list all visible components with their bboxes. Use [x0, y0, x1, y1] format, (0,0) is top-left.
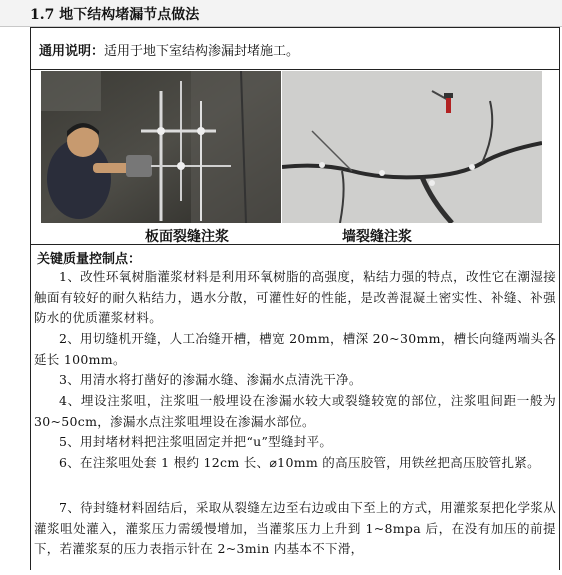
paragraph-6: 6、在注浆咀处套 1 根约 12cm 长、⌀10mm 的高压胶管，用铁丝把高压胶管扎紧。	[59, 455, 540, 470]
paragraph-2: 2、用切缝机开缝，人工冶缝开槽，槽宽 20mm，槽深 20~30mm，槽长向缝两端头各延长 100mm。	[34, 331, 556, 367]
photo-row	[31, 70, 559, 245]
slab-crack-injection-photo	[41, 71, 281, 223]
section-title: 1.7 地下结构堵漏节点做法	[30, 7, 200, 23]
general-note-label: 通用说明：	[39, 44, 105, 59]
general-note-row	[31, 28, 559, 70]
content-table	[30, 27, 560, 570]
general-note-text: 适用于地下室结构渗漏封堵施工。	[104, 44, 300, 59]
key-points-row	[31, 245, 559, 575]
slab-crack-caption: 板面裂缝注浆	[145, 229, 229, 245]
paragraph-7: 7、待封缝材料固结后，采取从裂缝左边至右边或由下至上的方式，用灌浆泵把化学浆从灌浆咀处灌入，灌浆压力需缓慢增加，当灌浆压力上升到 1~8mpa 后，在没有加压的前提下，若灌浆泵的压力表指示针在 2~3min 内基本不下滑，	[34, 500, 556, 556]
key-points-heading: 关键质量控制点：	[37, 252, 142, 267]
paragraph-1: 1、改性环氧树脂灌浆材料是利用环氧树脂的高强度，粘结力强的特点，改性它在潮湿接触面有较好的耐久粘结力，遇水分散，可灌性好的性能，是改善混凝土密实性、补缝、补强防水的优质灌浆材料。	[34, 269, 556, 325]
paragraph-3: 3、用清水将打凿好的渗漏水缝、渗漏水点清洗干净。	[59, 372, 362, 387]
wall-crack-injection-photo	[282, 71, 542, 223]
general-note	[39, 40, 299, 59]
paragraph-4: 4、埋设注浆咀，注浆咀一般埋设在渗漏水较大或裂缝较宽的部位，注浆咀间距一般为 30~50cm，渗漏水点注浆咀埋设在渗漏水部位。	[34, 393, 556, 429]
paragraph-5: 5、用封堵材料把注浆咀固定并把“u”型缝封平。	[59, 434, 333, 449]
title-bar	[0, 0, 562, 27]
wall-crack-caption: 墙裂缝注浆	[342, 229, 412, 245]
